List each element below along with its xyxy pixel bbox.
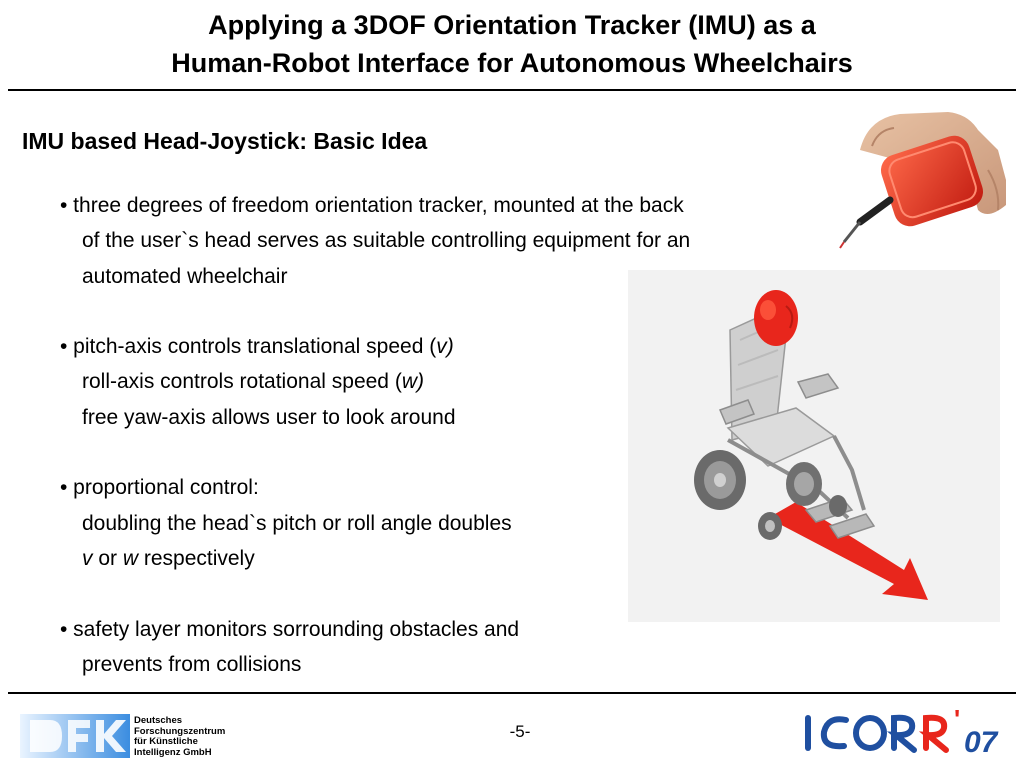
dfki-line-3: für Künstliche — [134, 736, 198, 748]
section-heading: IMU based Head-Joystick: Basic Idea — [22, 128, 428, 154]
page-number: -5- — [509, 722, 531, 741]
text-respectively: respectively — [138, 546, 255, 570]
dfki-line-1: Deutsches — [134, 715, 183, 726]
bullet-1-line-3: automated wheelchair — [82, 264, 288, 288]
bullet-1-line-2: of the user`s head serves as suitable controlling equipment for an — [82, 229, 691, 253]
bullet-3-line-2: doubling the head`s pitch or roll angle doubles — [82, 511, 512, 535]
dfki-name — [134, 716, 225, 758]
svg-text:07: 07 — [964, 726, 998, 759]
title-line-2: Human-Robot Interface for Autonomous Wheelchairs — [171, 48, 853, 78]
bullet-3-line-1: • proportional control: — [60, 476, 259, 500]
wheelchair-illustration — [628, 270, 1000, 622]
bullet-1-line-1: • three degrees of freedom orientation tracker, mounted at the back — [60, 194, 684, 217]
bottom-divider — [8, 692, 1016, 694]
title-line-1: Applying a 3DOF Orientation Tracker (IMU) as a — [208, 10, 816, 40]
bullet-2-line-3: free yaw-axis allows user to look around — [82, 405, 456, 429]
bullet-4-line-2: prevents from collisions — [82, 652, 302, 676]
bullet-2-line-2-text: roll-axis controls rotational speed ( — [82, 370, 402, 394]
variable-v: v — [82, 546, 93, 570]
variable-v: v) — [436, 335, 454, 359]
imu-sensor-hand-image — [838, 110, 1006, 250]
dfki-line-2: Forschungszentrum — [134, 725, 226, 737]
icorr-logo — [798, 708, 1010, 760]
dfki-logo — [20, 714, 130, 758]
svg-text:': ' — [954, 708, 961, 734]
text-or: or — [92, 546, 123, 570]
variable-w: w — [122, 546, 139, 570]
bullet-4-line-1: • safety layer monitors sorrounding obstacles and — [60, 617, 520, 641]
variable-w: w) — [401, 370, 424, 394]
bullet-2-line-1-text: • pitch-axis controls translational speed ( — [60, 335, 437, 359]
top-divider — [8, 89, 1016, 91]
dfki-line-4: Intelligenz GmbH — [134, 746, 212, 758]
slide-title — [0, 6, 1024, 82]
